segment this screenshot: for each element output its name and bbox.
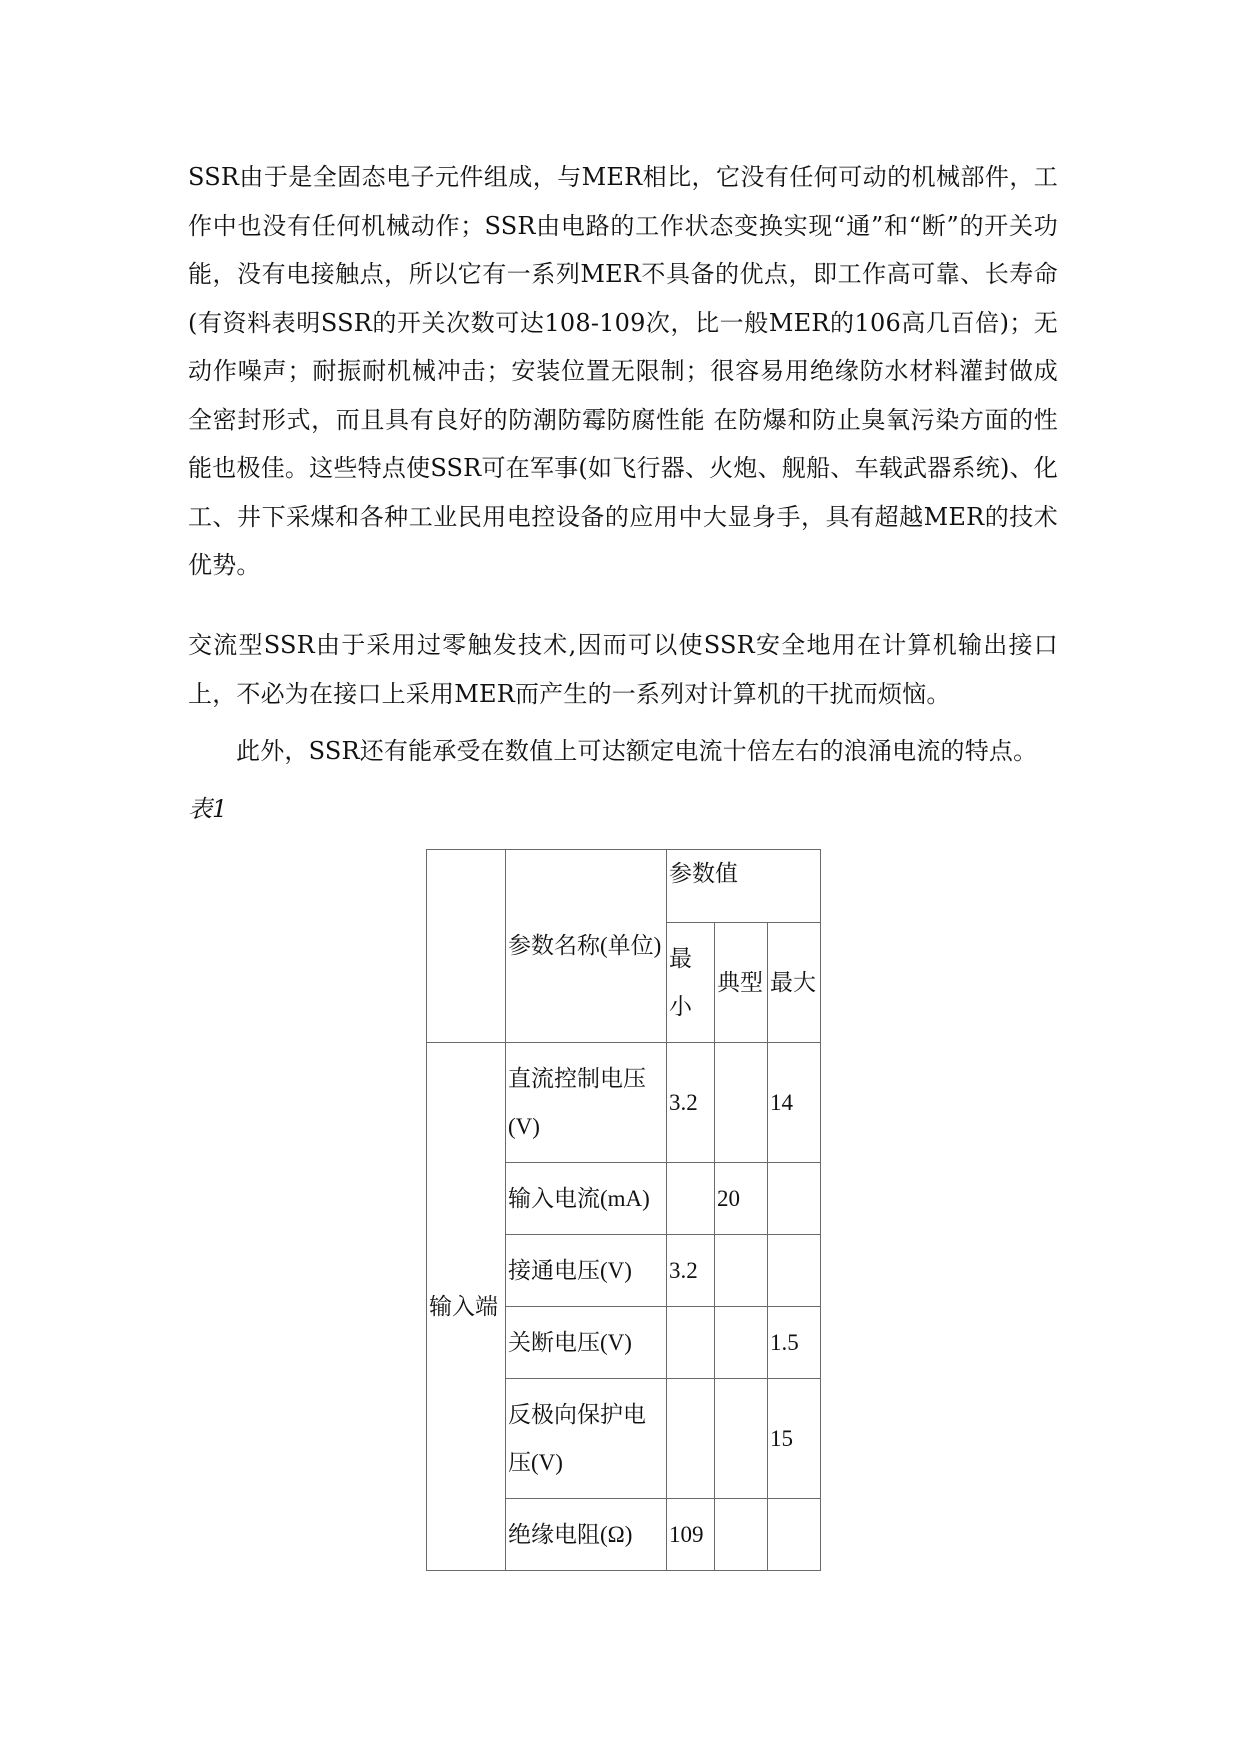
row-name: 接通电压(V) xyxy=(506,1235,667,1307)
paragraph-surge-current: 此外，SSR还有能承受在数值上可达额定电流十倍左右的浪涌电流的特点。 xyxy=(236,737,1038,765)
row-typical xyxy=(715,1307,768,1379)
row-max: 1.5 xyxy=(768,1307,821,1379)
group-label-input: 输入端 xyxy=(427,1043,506,1571)
parameter-table xyxy=(426,849,821,1571)
header-param-value: 参数值 xyxy=(667,850,821,923)
row-typical xyxy=(715,1499,768,1571)
table-row xyxy=(427,1043,821,1163)
row-min xyxy=(667,1163,715,1235)
row-max xyxy=(768,1163,821,1235)
row-typical xyxy=(715,1235,768,1307)
header-min: 最小 xyxy=(667,923,715,1043)
table-caption: 表1 xyxy=(188,795,228,823)
row-name: 反极向保护电压(V) xyxy=(506,1379,667,1499)
header-empty-cell xyxy=(427,850,506,1043)
header-param-name: 参数名称(单位) xyxy=(506,850,667,1043)
row-min: 3.2 xyxy=(667,1043,715,1163)
row-name: 关断电压(V) xyxy=(506,1307,667,1379)
row-max: 15 xyxy=(768,1379,821,1499)
row-max xyxy=(768,1499,821,1571)
paragraph-ac-ssr: 交流型SSR由于采用过零触发技术,因而可以使SSR安全地用在计算机输出接口上，不必为在接口上采用MER而产生的一系列对计算机的干扰而烦恼。 xyxy=(188,631,1058,708)
row-name: 直流控制电压(V) xyxy=(506,1043,667,1163)
row-max xyxy=(768,1235,821,1307)
row-max: 14 xyxy=(768,1043,821,1163)
header-max: 最大 xyxy=(768,923,821,1043)
row-typical xyxy=(715,1379,768,1499)
row-min: 3.2 xyxy=(667,1235,715,1307)
row-min xyxy=(667,1307,715,1379)
row-min xyxy=(667,1379,715,1499)
header-typical: 典型 xyxy=(715,923,768,1043)
row-name: 绝缘电阻(Ω) xyxy=(506,1499,667,1571)
paragraph-ssr-advantages: SSR由于是全固态电子元件组成，与MER相比，它没有任何可动的机械部件，工作中也没有任何机械动作；SSR由电路的工作状态变换实现“通”和“断”的开关功能，没有电接触点，所以它有一系列MER不具备的优点，即工作高可靠、长寿命(有资料表明SSR的开关次数可达108-109次，比一般MER的106高几百倍)；无动作噪声；耐振耐机械冲击；安装位置无限制；很容易用绝缘防水材料灌封做成全密封形式，而且具有良好的防潮防霉防腐性能 在防爆和防止臭氧污染方面的性能也极佳。这些特点使SSR可在军事(如飞行器、火炮、舰船、车载武器系统)、化工、井下采煤和各种工业民用电控设备的应用中大显身手，具有超越MER的技术优势。 xyxy=(188,163,1058,579)
row-name: 输入电流(mA) xyxy=(506,1163,667,1235)
row-typical: 20 xyxy=(715,1163,768,1235)
row-min: 109 xyxy=(667,1499,715,1571)
row-typical xyxy=(715,1043,768,1163)
table-header-row xyxy=(427,850,821,923)
